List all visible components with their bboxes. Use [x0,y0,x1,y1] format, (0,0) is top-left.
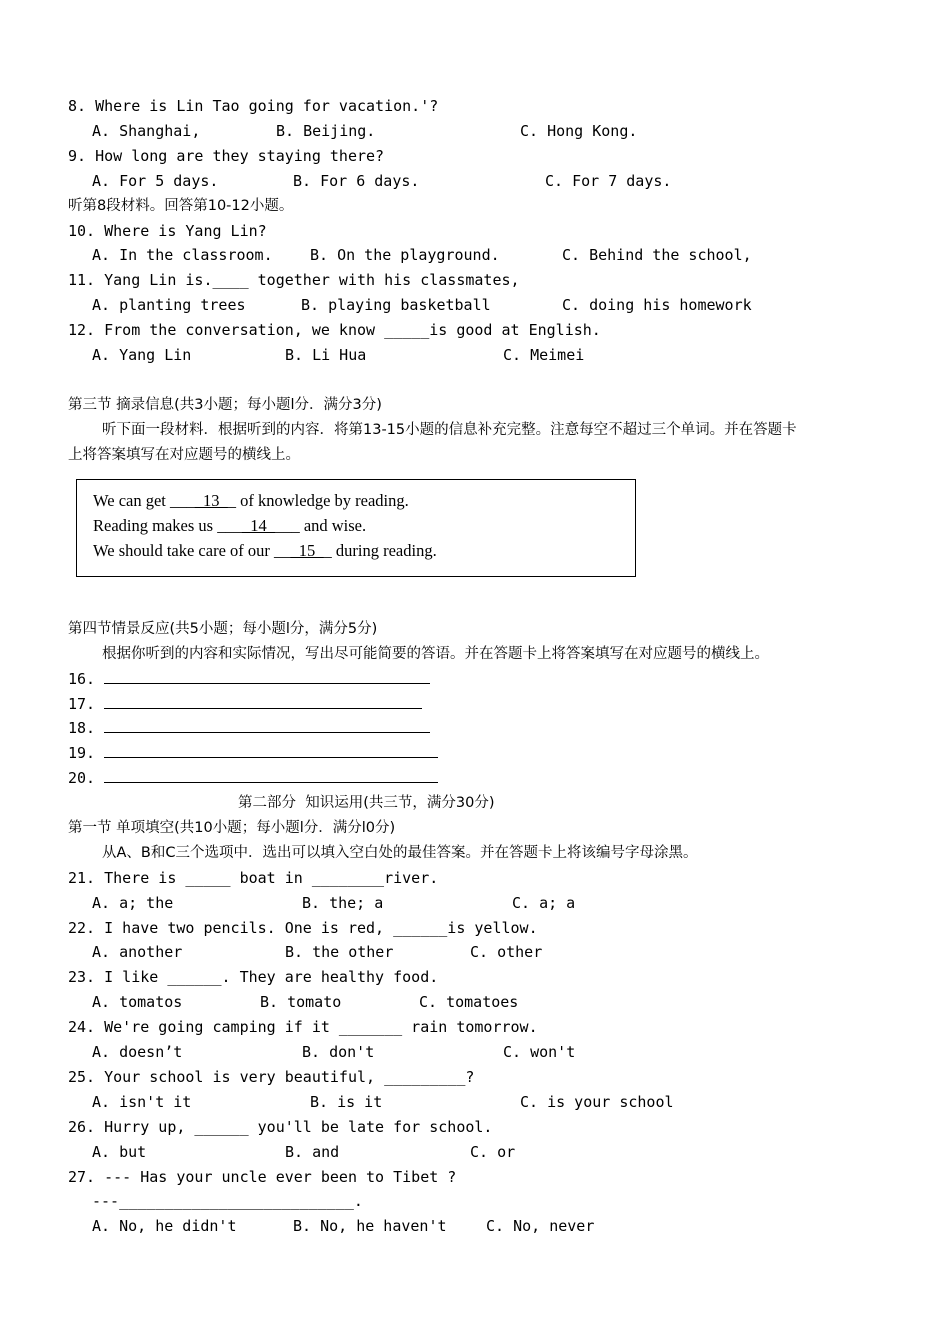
question-21-option-b: B. the; a [302,894,384,912]
section-1-instruction: 从A、B和C三个选项中．选出可以填入空白处的最佳答案。并在答题卡上将该编号字母涂黑。 [102,845,698,861]
answer-blank[interactable] [104,669,430,684]
blank: _ [323,541,332,560]
blank: _ [227,491,237,510]
question-12-stem: 12. From the conversation, we know _____is good at English. [68,321,601,339]
question-22-option-a: A. another [92,943,183,961]
question-26-option-c: C. or [470,1143,516,1161]
part-3-title: 第三节 摘录信息(共3小题；每小题l分．满分3分) [68,397,382,413]
question-22-option-c: C. other [470,943,543,961]
blank: ___ [274,516,300,535]
answer-number: 18. [68,719,96,737]
question-22-stem: 22. I have two pencils. One is red, ______is yellow. [68,919,538,937]
question-12-option-a: A. Yang Lin [92,346,192,364]
question-11-stem: 11. Yang Lin is.____ together with his classmates, [68,271,520,289]
info-box-line-15 [93,540,437,562]
question-11-option-c: C. doing his homework [562,296,752,314]
question-27-option-c: C. No, never [486,1217,595,1235]
answer-number: 17. [68,695,96,713]
question-27-option-b: B. No, he haven't [293,1217,447,1235]
question-8-option-a: A. Shanghai, [92,122,201,140]
question-21-option-c: C. a; a [512,894,576,912]
blank-number-13: _13_ [194,491,228,510]
question-23-option-a: A. tomatos [92,993,183,1011]
question-25-stem: 25. Your school is very beautiful, _________? [68,1068,475,1086]
question-24-option-b: B. don't [302,1043,375,1061]
question-27-option-a: A. No, he didn't [92,1217,237,1235]
line-text: Reading makes us [93,516,218,535]
question-24-stem: 24. We're going camping if it _______ rain tomorrow. [68,1018,538,1036]
question-26-stem: 26. Hurry up, ______ you'll be late for school. [68,1118,493,1136]
answer-number: 16. [68,670,96,688]
blank-number-14: _14_ [241,516,275,535]
question-24-option-a: A. doesn’t [92,1043,183,1061]
info-box-line-13 [93,490,409,512]
question-10-option-c: C. Behind the school, [562,246,752,264]
answer-line-17[interactable] [68,694,422,714]
answer-number: 19. [68,744,96,762]
question-9-option-c: C. For 7 days. [545,172,672,190]
answer-blank[interactable] [104,743,438,758]
line-text: of knowledge by reading. [236,491,409,510]
answer-line-18[interactable] [68,718,430,738]
question-25-option-b: B. is it [310,1093,383,1111]
part-4-instruction: 根据你听到的内容和实际情况，写出尽可能简要的答语。并在答题卡上将答案填写在对应题号的横线上。 [102,646,769,662]
question-23-option-b: B. tomato [260,993,342,1011]
line-text: We should take care of our [93,541,275,560]
question-10-stem: 10. Where is Yang Lin? [68,222,267,240]
question-21-option-a: A. a; the [92,894,174,912]
question-24-option-c: C. won't [503,1043,576,1061]
question-10-option-a: A. In the classroom. [92,246,273,264]
question-25-option-a: A. isn't it [92,1093,192,1111]
question-9-option-b: B. For 6 days. [293,172,420,190]
line-text: We can get [93,491,171,510]
question-12-option-b: B. Li Hua [285,346,367,364]
answer-line-20[interactable] [68,768,438,788]
line-text: during reading. [331,541,437,560]
question-26-option-b: B. and [285,1143,340,1161]
blank: ___ [217,516,242,535]
question-23-stem: 23. I like ______. They are healthy food. [68,968,439,986]
line-text: and wise. [299,516,367,535]
question-10-option-b: B. On the playground. [310,246,500,264]
answer-blank[interactable] [104,718,430,733]
question-22-option-b: B. the other [285,943,394,961]
question-8-option-c: C. Hong Kong. [520,122,638,140]
question-27-stem: 27. --- Has your uncle ever been to Tibet ? [68,1168,457,1186]
question-8-option-b: B. Beijing. [276,122,376,140]
question-27-answer-line[interactable]: ---__________________________. [92,1192,363,1210]
section-8-heading: 听第8段材料。回答第10-12小题。 [68,198,294,214]
section-1-title: 第一节 单项填空(共10小题；每小题l分．满分l0分) [68,820,396,836]
info-box-line-14 [93,515,366,537]
part-2-heading: 第二部分 知识运用(共三节，满分30分) [238,795,495,811]
question-12-option-c: C. Meimei [503,346,585,364]
question-9-option-a: A. For 5 days. [92,172,219,190]
question-11-option-b: B. playing basketball [301,296,491,314]
answer-number: 20. [68,769,96,787]
question-8-stem: 8. Where is Lin Tao going for vacation.'? [68,97,439,115]
part-4-title: 第四节情景反应(共5小题；每小题l分，满分5分) [68,621,378,637]
part-3-instruction-line-1: 听下面一段材料．根据听到的内容．将第13-15小题的信息补充完整。注意每空不超过三个单词。并在答题卡 [102,422,797,438]
blank: __ [274,541,291,560]
question-25-option-c: C. is your school [520,1093,674,1111]
answer-blank[interactable] [104,694,422,709]
answer-line-19[interactable] [68,743,438,763]
question-21-stem: 21. There is _____ boat in ________river. [68,869,439,887]
question-11-option-a: A. planting trees [92,296,246,314]
info-box [76,479,636,577]
question-26-option-a: A. but [92,1143,147,1161]
answer-line-16[interactable] [68,669,430,689]
question-23-option-c: C. tomatoes [419,993,519,1011]
part-3-instruction-line-2: 上将答案填写在对应题号的横线上。 [68,447,300,463]
question-9-stem: 9. How long are they staying there? [68,147,385,165]
blank-number-15: _15_ [290,541,324,560]
blank: ___ [170,491,195,510]
answer-blank[interactable] [104,768,438,783]
